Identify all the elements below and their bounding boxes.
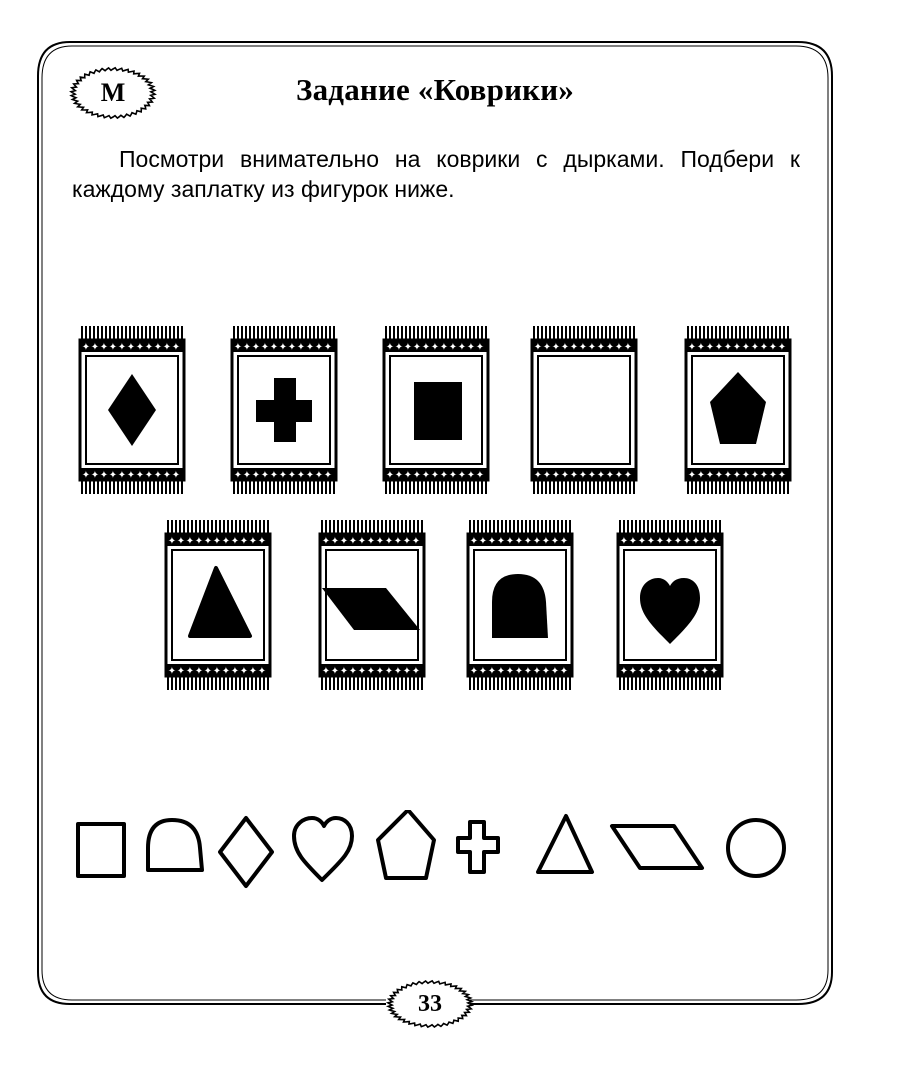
svg-text:✦: ✦ [233, 342, 243, 353]
svg-text:✦: ✦ [439, 470, 449, 481]
svg-text:✦: ✦ [709, 536, 719, 547]
svg-text:✦: ✦ [466, 342, 476, 353]
svg-text:✦: ✦ [777, 470, 787, 481]
svg-text:✦: ✦ [257, 536, 267, 547]
svg-text:✦: ✦ [117, 470, 127, 481]
svg-text:✦: ✦ [741, 470, 751, 481]
svg-text:✦: ✦ [144, 470, 154, 481]
svg-text:✦: ✦ [691, 536, 701, 547]
svg-text:✦: ✦ [550, 666, 560, 677]
patch-arch[interactable] [148, 820, 202, 870]
svg-text:✦: ✦ [533, 342, 543, 353]
svg-text:✦: ✦ [162, 342, 172, 353]
svg-text:✦: ✦ [551, 470, 561, 481]
svg-text:✦: ✦ [541, 666, 551, 677]
svg-text:✦: ✦ [578, 470, 588, 481]
svg-text:✦: ✦ [314, 470, 324, 481]
svg-text:✦: ✦ [385, 470, 395, 481]
svg-text:✦: ✦ [330, 536, 340, 547]
svg-text:✦: ✦ [559, 536, 569, 547]
svg-text:✦: ✦ [421, 342, 431, 353]
svg-text:✦: ✦ [321, 666, 331, 677]
svg-text:✦: ✦ [646, 536, 656, 547]
svg-text:✦: ✦ [714, 470, 724, 481]
svg-text:✦: ✦ [732, 470, 742, 481]
svg-text:✦: ✦ [393, 666, 403, 677]
svg-text:✦: ✦ [230, 536, 240, 547]
svg-text:✦: ✦ [269, 342, 279, 353]
svg-text:✦: ✦ [705, 470, 715, 481]
svg-text:✦: ✦ [126, 470, 136, 481]
patch-diamond[interactable] [220, 818, 272, 886]
svg-text:✦: ✦ [664, 536, 674, 547]
svg-text:✦: ✦ [430, 470, 440, 481]
svg-text:✦: ✦ [439, 342, 449, 353]
svg-text:✦: ✦ [203, 666, 213, 677]
svg-text:✦: ✦ [605, 470, 615, 481]
svg-text:✦: ✦ [257, 666, 267, 677]
svg-text:✦: ✦ [759, 470, 769, 481]
svg-text:✦: ✦ [144, 342, 154, 353]
svg-text:✦: ✦ [251, 342, 261, 353]
arch-hole [492, 574, 548, 638]
svg-text:✦: ✦ [628, 536, 638, 547]
patch-pentagon[interactable] [378, 810, 434, 878]
svg-text:✦: ✦ [296, 470, 306, 481]
svg-text:✦: ✦ [242, 342, 252, 353]
svg-text:✦: ✦ [305, 470, 315, 481]
rug-circle[interactable] [526, 326, 642, 494]
svg-text:✦: ✦ [167, 666, 177, 677]
svg-text:✦: ✦ [673, 666, 683, 677]
svg-text:✦: ✦ [108, 342, 118, 353]
svg-text:✦: ✦ [248, 536, 258, 547]
subject-badge: М [100, 78, 126, 107]
svg-text:✦: ✦ [296, 342, 306, 353]
svg-text:✦: ✦ [375, 666, 385, 677]
svg-text:✦: ✦ [176, 536, 186, 547]
svg-text:✦: ✦ [239, 666, 249, 677]
rug-heart[interactable] [612, 520, 728, 690]
svg-text:✦: ✦ [532, 536, 542, 547]
svg-text:✦: ✦ [287, 470, 297, 481]
svg-text:✦: ✦ [696, 470, 706, 481]
svg-text:✦: ✦ [394, 342, 404, 353]
svg-text:✦: ✦ [487, 666, 497, 677]
svg-text:✦: ✦ [673, 536, 683, 547]
svg-text:✦: ✦ [260, 470, 270, 481]
svg-text:✦: ✦ [221, 666, 231, 677]
svg-text:✦: ✦ [777, 342, 787, 353]
svg-text:✦: ✦ [587, 342, 597, 353]
svg-text:✦: ✦ [559, 666, 569, 677]
svg-text:✦: ✦ [541, 536, 551, 547]
svg-text:✦: ✦ [330, 666, 340, 677]
svg-text:✦: ✦ [487, 536, 497, 547]
rug-pentagon[interactable] [680, 326, 796, 494]
rug-diamond[interactable] [74, 326, 190, 494]
svg-text:✦: ✦ [569, 470, 579, 481]
page-title: Задание «Коврики» [296, 72, 574, 107]
patch-circle[interactable] [728, 820, 784, 876]
svg-text:✦: ✦ [759, 342, 769, 353]
svg-text:✦: ✦ [619, 666, 629, 677]
svg-text:✦: ✦ [357, 666, 367, 677]
svg-text:✦: ✦ [287, 342, 297, 353]
svg-text:✦: ✦ [533, 470, 543, 481]
svg-text:✦: ✦ [682, 536, 692, 547]
svg-text:✦: ✦ [448, 342, 458, 353]
svg-text:✦: ✦ [682, 666, 692, 677]
svg-text:✦: ✦ [619, 536, 629, 547]
svg-text:✦: ✦ [176, 666, 186, 677]
svg-text:✦: ✦ [135, 470, 145, 481]
svg-text:✦: ✦ [687, 342, 697, 353]
svg-text:✦: ✦ [542, 342, 552, 353]
svg-text:✦: ✦ [550, 536, 560, 547]
svg-text:✦: ✦ [664, 666, 674, 677]
svg-text:✦: ✦ [523, 666, 533, 677]
svg-text:✦: ✦ [99, 342, 109, 353]
svg-text:✦: ✦ [403, 342, 413, 353]
svg-text:✦: ✦ [560, 342, 570, 353]
svg-text:✦: ✦ [321, 536, 331, 547]
svg-text:✦: ✦ [393, 536, 403, 547]
svg-text:✦: ✦ [655, 536, 665, 547]
svg-text:✦: ✦ [117, 342, 127, 353]
svg-text:✦: ✦ [185, 536, 195, 547]
svg-text:✦: ✦ [99, 470, 109, 481]
svg-text:✦: ✦ [768, 470, 778, 481]
svg-text:✦: ✦ [90, 342, 100, 353]
svg-text:✦: ✦ [478, 536, 488, 547]
svg-text:✦: ✦ [269, 470, 279, 481]
rug-square[interactable] [378, 326, 494, 494]
svg-text:✦: ✦ [714, 342, 724, 353]
svg-text:✦: ✦ [466, 470, 476, 481]
svg-text:✦: ✦ [623, 470, 633, 481]
svg-text:✦: ✦ [448, 470, 458, 481]
svg-text:✦: ✦ [696, 342, 706, 353]
svg-text:✦: ✦ [221, 536, 231, 547]
svg-text:✦: ✦ [194, 666, 204, 677]
svg-text:✦: ✦ [153, 470, 163, 481]
page-number: 33 [418, 990, 442, 1017]
svg-text:✦: ✦ [203, 536, 213, 547]
svg-text:✦: ✦ [705, 342, 715, 353]
svg-text:✦: ✦ [339, 666, 349, 677]
svg-text:✦: ✦ [185, 666, 195, 677]
svg-text:✦: ✦ [412, 342, 422, 353]
svg-text:✦: ✦ [430, 342, 440, 353]
rug-triangle[interactable] [160, 520, 276, 690]
svg-text:✦: ✦ [614, 470, 624, 481]
svg-text:✦: ✦ [596, 470, 606, 481]
svg-text:✦: ✦ [402, 536, 412, 547]
rug-parallelogram[interactable] [314, 520, 430, 690]
svg-text:✦: ✦ [587, 470, 597, 481]
svg-text:✦: ✦ [691, 666, 701, 677]
svg-text:✦: ✦ [251, 470, 261, 481]
task-instruction: Посмотри внимательно на коврики с дырками. Подбери к каждому заплатку из фигурок ниже. [72, 146, 800, 202]
svg-text:✦: ✦ [560, 470, 570, 481]
svg-text:✦: ✦ [323, 342, 333, 353]
svg-text:✦: ✦ [339, 536, 349, 547]
svg-text:✦: ✦ [230, 666, 240, 677]
patch-shapes-row [72, 810, 802, 900]
svg-text:✦: ✦ [375, 536, 385, 547]
svg-text:✦: ✦ [551, 342, 561, 353]
svg-text:✦: ✦ [305, 342, 315, 353]
svg-text:✦: ✦ [605, 342, 615, 353]
svg-text:✦: ✦ [126, 342, 136, 353]
svg-text:✦: ✦ [212, 666, 222, 677]
svg-text:✦: ✦ [385, 342, 395, 353]
svg-text:✦: ✦ [457, 470, 467, 481]
rug-arch[interactable] [462, 520, 578, 690]
svg-text:✦: ✦ [469, 536, 479, 547]
svg-text:✦: ✦ [233, 470, 243, 481]
svg-text:✦: ✦ [135, 342, 145, 353]
svg-text:✦: ✦ [403, 470, 413, 481]
svg-text:✦: ✦ [478, 666, 488, 677]
svg-text:✦: ✦ [709, 666, 719, 677]
svg-text:✦: ✦ [248, 666, 258, 677]
svg-text:✦: ✦ [411, 536, 421, 547]
svg-text:✦: ✦ [239, 536, 249, 547]
svg-text:✦: ✦ [614, 342, 624, 353]
svg-text:✦: ✦ [475, 342, 485, 353]
svg-text:✦: ✦ [750, 470, 760, 481]
svg-text:✦: ✦ [323, 470, 333, 481]
svg-text:✦: ✦ [596, 342, 606, 353]
svg-text:✦: ✦ [732, 342, 742, 353]
svg-text:✦: ✦ [167, 536, 177, 547]
svg-text:✦: ✦ [260, 342, 270, 353]
svg-text:✦: ✦ [637, 536, 647, 547]
svg-text:✦: ✦ [348, 666, 358, 677]
rug-cross[interactable] [226, 326, 342, 494]
patch-square[interactable] [78, 824, 124, 876]
svg-text:✦: ✦ [212, 536, 222, 547]
svg-text:✦: ✦ [421, 470, 431, 481]
svg-text:✦: ✦ [357, 536, 367, 547]
svg-text:✦: ✦ [278, 470, 288, 481]
patch-parallelogram[interactable] [612, 826, 702, 868]
svg-text:✦: ✦ [402, 666, 412, 677]
svg-text:✦: ✦ [457, 342, 467, 353]
svg-text:✦: ✦ [162, 470, 172, 481]
svg-text:✦: ✦ [394, 470, 404, 481]
patch-heart[interactable] [294, 818, 352, 880]
svg-text:✦: ✦ [384, 666, 394, 677]
svg-text:✦: ✦ [90, 470, 100, 481]
svg-text:✦: ✦ [469, 666, 479, 677]
svg-text:✦: ✦ [505, 666, 515, 677]
svg-text:✦: ✦ [628, 666, 638, 677]
svg-text:✦: ✦ [700, 536, 710, 547]
svg-text:✦: ✦ [750, 342, 760, 353]
svg-text:✦: ✦ [637, 666, 647, 677]
square-hole [414, 382, 462, 440]
svg-text:✦: ✦ [153, 342, 163, 353]
svg-text:✦: ✦ [366, 536, 376, 547]
svg-text:✦: ✦ [366, 666, 376, 677]
svg-text:✦: ✦ [384, 536, 394, 547]
svg-text:✦: ✦ [655, 666, 665, 677]
svg-text:✦: ✦ [741, 342, 751, 353]
svg-text:✦: ✦ [171, 342, 181, 353]
svg-text:✦: ✦ [194, 536, 204, 547]
svg-text:✦: ✦ [700, 666, 710, 677]
svg-text:✦: ✦ [348, 536, 358, 547]
svg-text:✦: ✦ [542, 470, 552, 481]
svg-text:✦: ✦ [278, 342, 288, 353]
svg-text:✦: ✦ [687, 470, 697, 481]
svg-text:✦: ✦ [723, 342, 733, 353]
svg-text:✦: ✦ [523, 536, 533, 547]
svg-text:✦: ✦ [578, 342, 588, 353]
svg-text:✦: ✦ [646, 666, 656, 677]
svg-text:✦: ✦ [81, 342, 91, 353]
svg-text:✦: ✦ [623, 342, 633, 353]
svg-text:✦: ✦ [496, 536, 506, 547]
svg-text:✦: ✦ [242, 470, 252, 481]
svg-text:✦: ✦ [514, 536, 524, 547]
svg-text:✦: ✦ [108, 470, 118, 481]
svg-text:✦: ✦ [768, 342, 778, 353]
svg-text:✦: ✦ [569, 342, 579, 353]
svg-text:✦: ✦ [314, 342, 324, 353]
patch-triangle[interactable] [538, 816, 592, 872]
svg-text:✦: ✦ [723, 470, 733, 481]
svg-text:✦: ✦ [171, 470, 181, 481]
svg-text:✦: ✦ [412, 470, 422, 481]
svg-text:✦: ✦ [514, 666, 524, 677]
svg-text:✦: ✦ [411, 666, 421, 677]
svg-text:✦: ✦ [505, 536, 515, 547]
svg-text:✦: ✦ [496, 666, 506, 677]
svg-text:✦: ✦ [475, 470, 485, 481]
svg-text:✦: ✦ [81, 470, 91, 481]
patch-cross[interactable] [458, 822, 498, 872]
svg-text:✦: ✦ [532, 666, 542, 677]
